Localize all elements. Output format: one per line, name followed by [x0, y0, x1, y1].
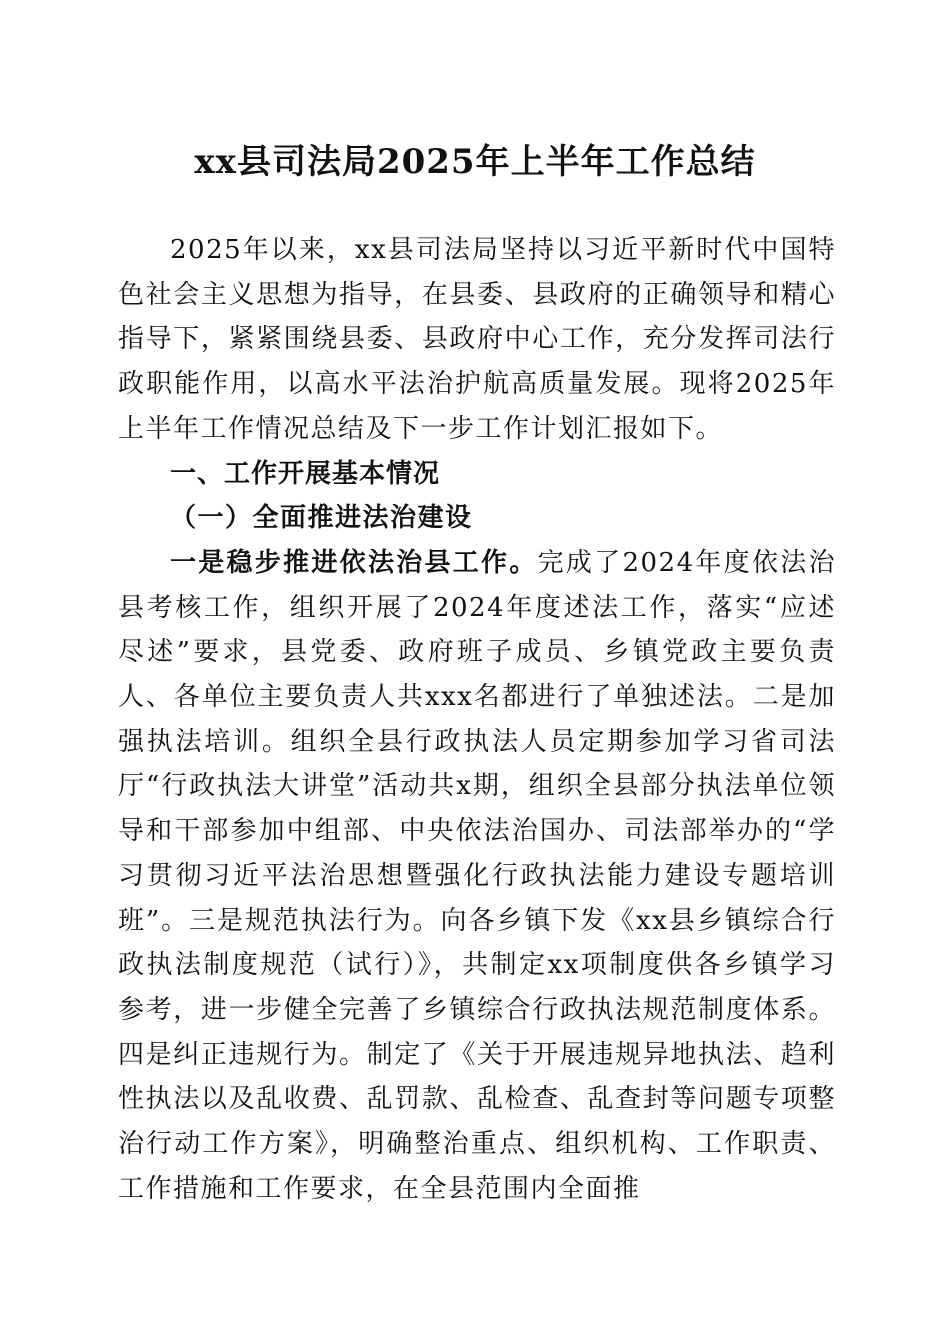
paragraph-lead: 一是稳步推进依法治县工作。: [170, 547, 538, 578]
intro-paragraph: 2025年以来，xx县司法局坚持以习近平新时代中国特色社会主义思想为指导，在县委、县政府的正确领导和精心指导下，紧紧围绕县委、县政府中心工作，充分发挥司法行政职能作用，以高水平法治护航高质量发展。现将2025年上半年工作情况总结及下一步工作计划汇报如下。: [118, 235, 836, 444]
paragraph-text: 完成了2024年度依法治县考核工作，组织开展了2024年度述法工作，落实“应述尽述”要求，县党委、政府班子成员、乡镇党政主要负责人、各单位主要负责人共xxx名都进行了单独述法。二是加强执法培训。组织全县行政执法人员定期参加学习省司法厅“行政执法大讲堂”活动共x期，组织全县部分执法单位领导和干部参加中组部、中央依法治国办、司法部举办的“学习贯彻习近平法治思想暨强化行政执法能力建设专题培训班”。三是规范执法行为。向各乡镇下发《xx县乡镇综合行政执法制度规范（试行）》，共制定xx项制度供各乡镇学习参考，进一步健全完善了乡镇综合行政执法规范制度体系。四是纠正违规行为。制定了《关于开展违规异地执法、趋利性执法以及乱收费、乱罚款、乱检查、乱查封等问题专项整治行动工作方案》，明确整治重点、组织机构、工作职责、工作措施和工作要求，在全县范围内全面推: [118, 547, 836, 1204]
body-paragraph: [118, 541, 836, 1212]
section-heading: 一、工作开展基本情况: [170, 458, 441, 489]
document-title: xx县司法局2025年上半年工作总结: [194, 142, 756, 182]
document-body: [118, 228, 836, 1211]
subsection-heading: （一）全面推进法治建设: [170, 503, 473, 534]
